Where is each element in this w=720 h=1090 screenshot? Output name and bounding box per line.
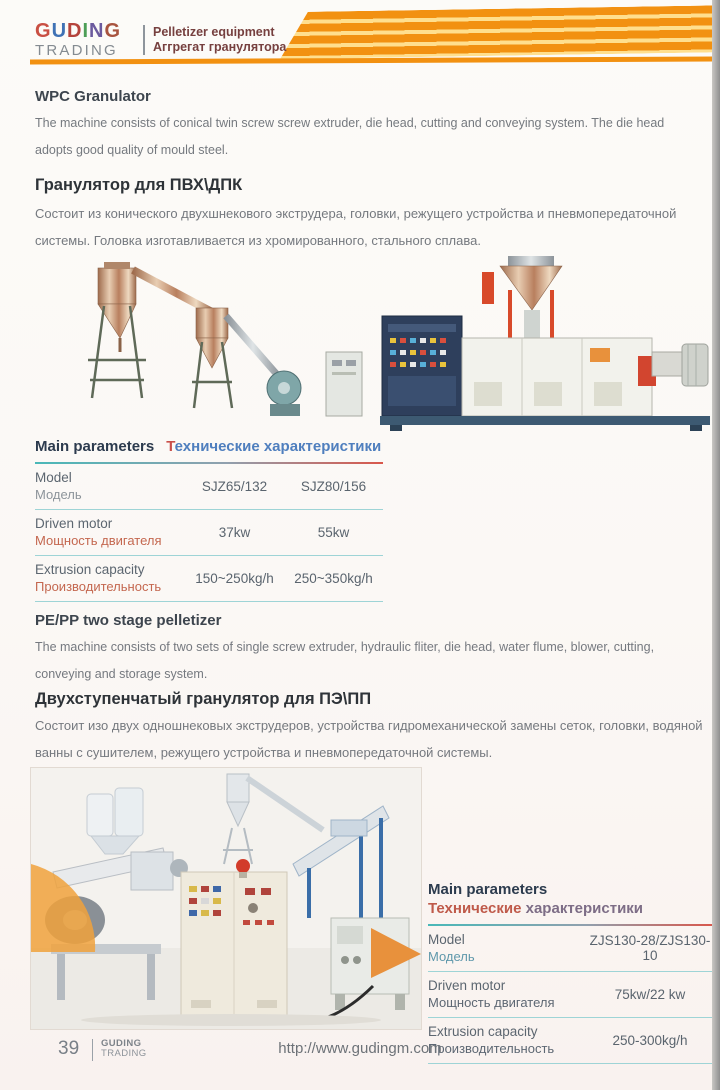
section2-heading-en: PE/PP two stage pelletizer [35,612,222,629]
row-value: 150~250kg/h [195,570,274,586]
logo-letter: G [35,20,52,42]
row-label-en: Model [428,932,465,947]
footer-url: http://www.gudingm.com [278,1040,442,1057]
row-label-ru: Производительность [35,579,162,594]
section1-body-ru: Состоит из конического двухшнекового экструдера, головки, режущего устройства и пневмопередаточной системы. Головка изготавливается из хромированного, стального сплава. [35,206,677,248]
row-value: 75kw/22 kw [614,986,686,1002]
row-label-en: Extrusion capacity [428,1024,538,1039]
table-row [35,464,383,510]
header-title-ru: Аггрегат гранулятора [153,40,287,54]
table1-rows [35,464,383,602]
pepp-pelletizer-image [31,768,421,1029]
row-value: 250-300kg/h [612,1032,688,1048]
logo-guding [35,21,121,41]
table1-title-en: Main parameters [35,438,155,455]
logo-letter: N [89,20,105,42]
row-label [35,561,185,595]
table2-title-ru-part2: характеристики [525,900,644,917]
table2-title-en: Main parameters [428,881,548,898]
row-label-en: Driven motor [35,516,113,531]
section1-body-en: The machine consists of conical twin screw screw extruder, die head, cutting and conveying system. The die head adopts good quality of mould steel. [35,116,665,157]
page-number: 39 [58,1038,80,1059]
section1-heading-ru: Гранулятор для ПВХ\ДПК [35,176,243,194]
row-label-ru: Производительность [428,1041,555,1056]
section2-body-ru: Состоит изо двух одношнековых экструдеров, устройства гидромеханической замены сеток, головки, водяной ванны с сушителем, режущего устройства и пневмопередаточной системы. [35,718,703,760]
row-value: 55kw [317,524,350,540]
row-label-en: Model [35,470,72,485]
header-orange-rule [30,57,714,65]
table2-title [428,880,714,918]
table1-title-ru: Технические характеристики [166,438,382,455]
logo-letter: G [104,20,122,42]
row-label [35,515,185,549]
row-label-ru: Мощность двигателя [428,995,555,1010]
company-logo [35,21,121,58]
page-footer [0,1036,720,1076]
table-row [35,510,383,556]
pepp-pelletizer-photo-frame [30,767,422,1030]
logo-letter: I [82,20,90,42]
table-row [35,556,383,602]
logo-letter: D [67,20,83,42]
header-titles [153,25,286,55]
row-label [428,931,586,965]
main-parameters-table-1 [35,438,383,602]
row-label-ru: Мощность двигателя [35,533,162,548]
row-value: 250~350kg/h [294,570,373,586]
table-row [428,926,714,972]
header-title-en: Pelletizer equipment [153,25,275,39]
scan-edge-artifact [712,0,720,1090]
table2-title-ru-part1: Технические [428,900,526,917]
logo-letter: U [51,20,68,42]
row-label [35,469,185,503]
logo-divider [143,25,145,55]
row-value: ZJS130-28/ZJS130-10 [589,933,711,963]
row-label-ru: Модель [35,487,82,502]
section2-heading-ru: Двухступенчатый гранулятор для ПЭ\ПП [35,690,372,708]
table-row [428,972,714,1018]
row-label-ru: Модель [428,949,475,964]
row-label [428,977,586,1011]
row-label-en: Extrusion capacity [35,562,145,577]
row-value: SJZ65/132 [201,478,268,494]
row-value: SJZ80/156 [300,478,367,494]
footer-brand-trading: TRADING [101,1048,147,1059]
wpc-granulator-image [30,256,710,436]
section2-body-en: The machine consists of two sets of single screw extruder, hydraulic fliter, die head, water flume, blower, cutting, conveying and storage system. [35,640,655,681]
section1-heading-en: WPC Granulator [35,88,151,105]
footer-brand-guding: GUDING [101,1038,142,1049]
logo-trading-text: TRADING [35,42,118,59]
row-value: 37kw [218,524,251,540]
row-label-en: Driven motor [428,978,506,993]
